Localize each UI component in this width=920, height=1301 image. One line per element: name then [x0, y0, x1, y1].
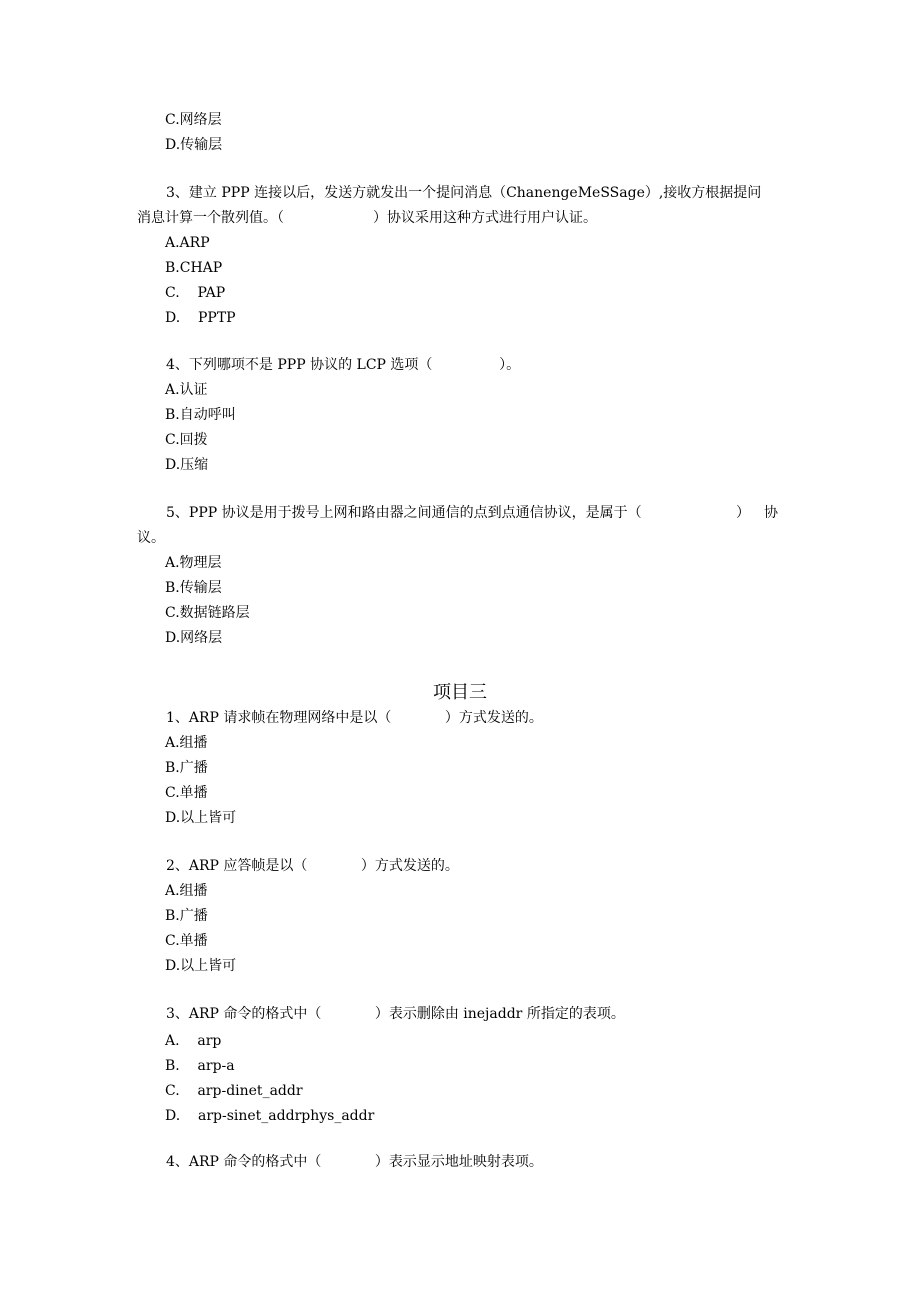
s3-q2-option-d: D.以上皆可 — [165, 958, 237, 974]
s3-q4-stem: 4、ARP 命令的格式中（ ）表示显示地址映射表项。 — [166, 1154, 543, 1170]
q5-option-a: A.物理层 — [165, 555, 222, 571]
q4-option-a: A.认证 — [165, 382, 208, 398]
q5-option-b: B.传输层 — [165, 580, 222, 596]
q5-stem-right: 协 — [764, 505, 778, 521]
q3-option-b: B.CHAP — [165, 260, 223, 276]
s3-q1-option-a: A.组播 — [165, 735, 208, 751]
s3-q3-option-a: A. arp — [165, 1033, 222, 1049]
q5-stem-left: 5、PPP 协议是用于拨号上网和路由器之间通信的点到点通信协议，是属于（ — [166, 505, 642, 521]
q4-option-c: C.回拨 — [165, 432, 208, 448]
q4-option-b: B.自动呼叫 — [165, 407, 236, 423]
q4-option-d: D.压缩 — [165, 457, 209, 473]
q3-option-c: C. PAP — [165, 285, 226, 301]
q5-stem-mid: ） — [736, 505, 750, 521]
s3-q1-option-c: C.单播 — [165, 785, 208, 801]
section-title: 项目三 — [433, 682, 487, 703]
s3-q2-option-b: B.广播 — [165, 908, 208, 924]
q2-option-d: D.传输层 — [165, 137, 223, 153]
q3-option-d: D. PPTP — [165, 310, 236, 326]
s3-q2-stem: 2、ARP 应答帧是以（ ）方式发送的。 — [166, 858, 459, 874]
s3-q3-option-c: C. arp-dinet_addr — [165, 1083, 303, 1099]
s3-q3-option-d: D. arp-sinet_addrphys_addr — [165, 1108, 375, 1124]
s3-q2-option-a: A.组播 — [165, 883, 208, 899]
q3-stem-line2: 消息计算一个散列值。（ ）协议采用这种方式进行用户认证。 — [137, 210, 598, 226]
s3-q3-stem: 3、ARP 命令的格式中（ ）表示删除由 inejaddr 所指定的表项。 — [166, 1006, 625, 1022]
q5-stem-line2: 议。 — [137, 530, 165, 546]
q5-option-c: C.数据链路层 — [165, 605, 250, 621]
s3-q1-option-d: D.以上皆可 — [165, 810, 237, 826]
q3-option-a: A.ARP — [165, 235, 210, 251]
s3-q2-option-c: C.单播 — [165, 933, 208, 949]
s3-q3-option-b: B. arp-a — [165, 1058, 235, 1074]
q2-option-c: C.网络层 — [165, 112, 222, 128]
s3-q1-stem: 1、ARP 请求帧在物理网络中是以（ ）方式发送的。 — [166, 710, 543, 726]
q4-stem: 4、下列哪项不是 PPP 协议的 LCP 选项（ ）。 — [166, 357, 521, 373]
q3-stem-line1: 3、建立 PPP 连接以后，发送方就发出一个提问消息（ChanengeMeSSage）,接收方根据提问 — [166, 185, 762, 201]
q5-option-d: D.网络层 — [165, 630, 223, 646]
s3-q1-option-b: B.广播 — [165, 760, 208, 776]
q5-stem-line1 — [137, 503, 778, 523]
